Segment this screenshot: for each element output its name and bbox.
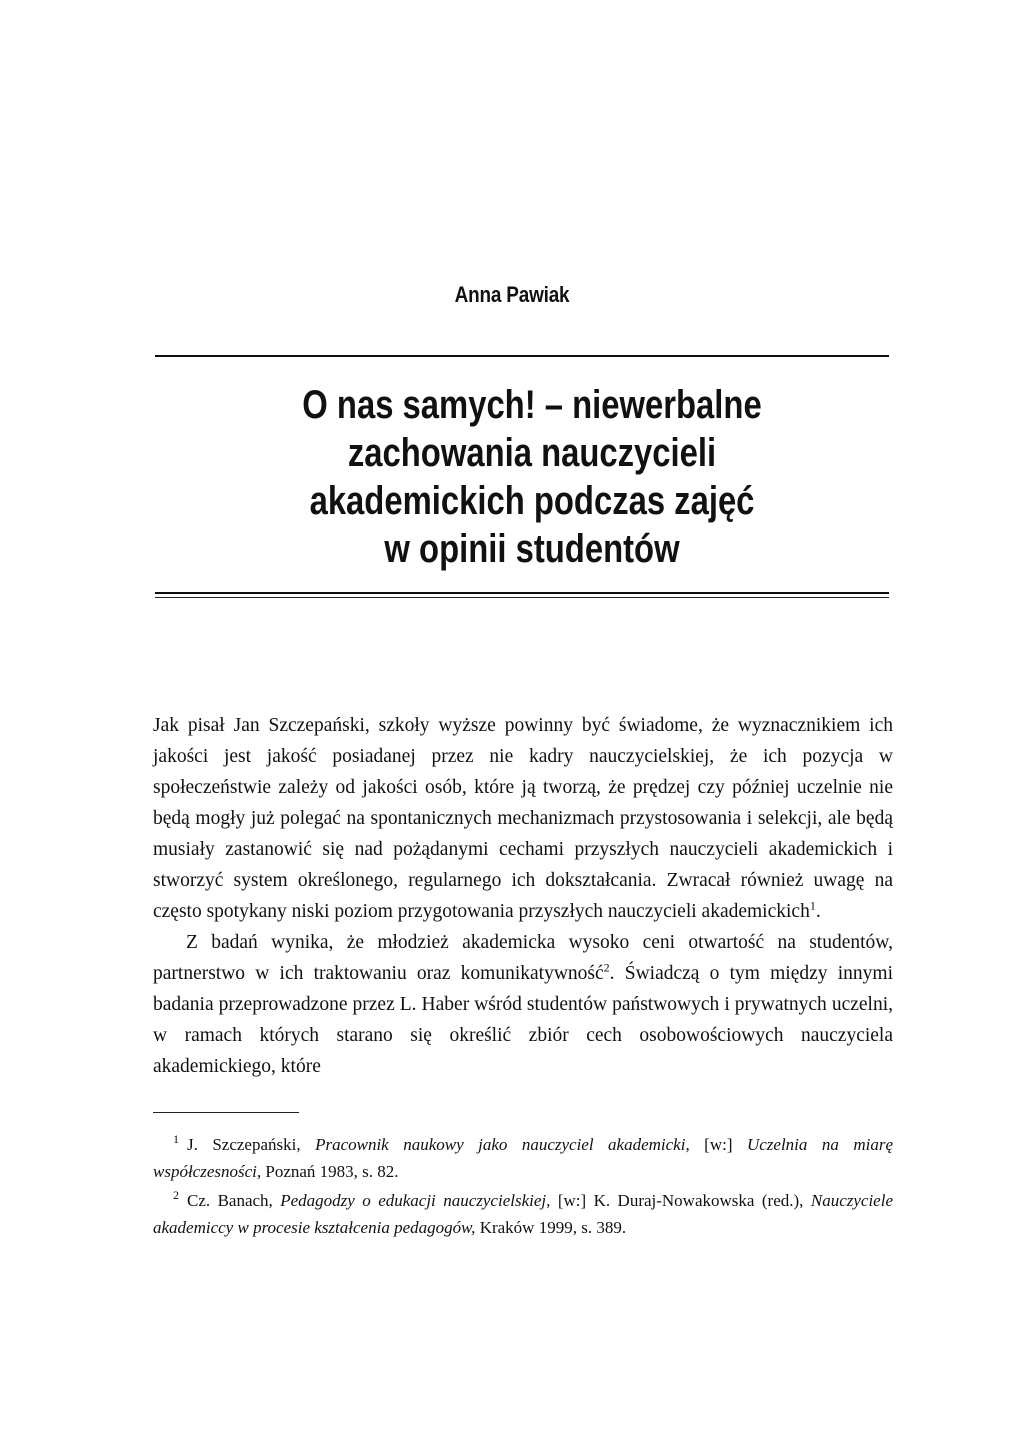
footnote-text: [w:] bbox=[689, 1135, 747, 1154]
footnote-italic: Nauczyciele akademiccy w procesie kształcenia pedagogów, bbox=[153, 1191, 893, 1237]
footnote-number: 1 bbox=[173, 1132, 179, 1147]
title-top-rule bbox=[155, 355, 889, 357]
paragraph-text: . Świadczą o tym między innymi badania przeprowadzone przez L. Haber wśród studentów państwowych i prywatnych uczelni, w ramach których starano się określić zbiór cech osobowościowych nauczyciela akademickiego, które bbox=[153, 963, 893, 1077]
title-bottom-rule bbox=[155, 592, 889, 594]
title-line: w opinii studentów bbox=[384, 527, 680, 571]
article-title bbox=[150, 381, 914, 573]
author-name: Anna Pawiak bbox=[454, 282, 570, 307]
footnote-ref[interactable]: 2 bbox=[603, 960, 610, 975]
paragraph bbox=[153, 927, 893, 1082]
title-line: zachowania nauczycieli bbox=[347, 431, 717, 475]
paragraph-text: Z badań wynika, że młodzież akademicka wysoko ceni otwartość na studentów, partnerstwo w ich traktowaniu oraz komunikatywność bbox=[153, 932, 893, 984]
body-text bbox=[153, 710, 893, 1082]
footnote-text: Cz. Banach, bbox=[187, 1191, 281, 1210]
footnote-number: 2 bbox=[173, 1188, 179, 1203]
footnote-italic: Pracownik naukowy jako nauczyciel akademicki, bbox=[315, 1135, 690, 1154]
footnote-italic: Pedagodzy o edukacji nauczycielskiej, bbox=[280, 1191, 551, 1210]
title-line: O nas samych! – niewerbalne bbox=[302, 383, 762, 427]
footnote-separator bbox=[153, 1112, 299, 1113]
paragraph bbox=[153, 710, 893, 927]
paragraph-text: Jak pisał Jan Szczepański, szkoły wyższe powinny być świadome, że wyznacznikiem ich jakości jest jakość posiadanej przez nie kadry nauczycielskiej, że ich pozycja w społeczeństwie zależy od jakości osób, które ją tworzą, że prędzej czy później uczelnie nie będą mogły już polegać na spontanicznych mechanizmach przystosowania i selekcji, ale będą musiały zastanowić się nad pożądanymi cechami przyszłych nauczycieli akademickich i stworzyć system określonego, regularnego ich dokształcania. Zwracał również uwagę na często spotykany niski poziom przygotowania przyszłych nauczycieli akademickich bbox=[153, 715, 893, 922]
footnote-text: Kraków 1999, s. 389. bbox=[475, 1218, 627, 1237]
footnote-ref[interactable]: 1 bbox=[809, 898, 816, 913]
title-line: akademickich podczas zajęć bbox=[309, 479, 755, 523]
footnote-text: J. Szczepański, bbox=[187, 1135, 316, 1154]
footnotes bbox=[153, 1131, 893, 1243]
title-bottom-rule-thin bbox=[155, 597, 889, 598]
footnote-italic: Uczelnia na miarę współczesności, bbox=[153, 1135, 893, 1181]
footnote-text: [w:] K. Duraj-Nowakowska (red.), bbox=[550, 1191, 811, 1210]
footnote bbox=[153, 1131, 893, 1185]
footnote bbox=[153, 1187, 893, 1241]
footnote-text: Poznań 1983, s. 82. bbox=[261, 1162, 399, 1181]
paragraph-text: . bbox=[815, 901, 821, 922]
